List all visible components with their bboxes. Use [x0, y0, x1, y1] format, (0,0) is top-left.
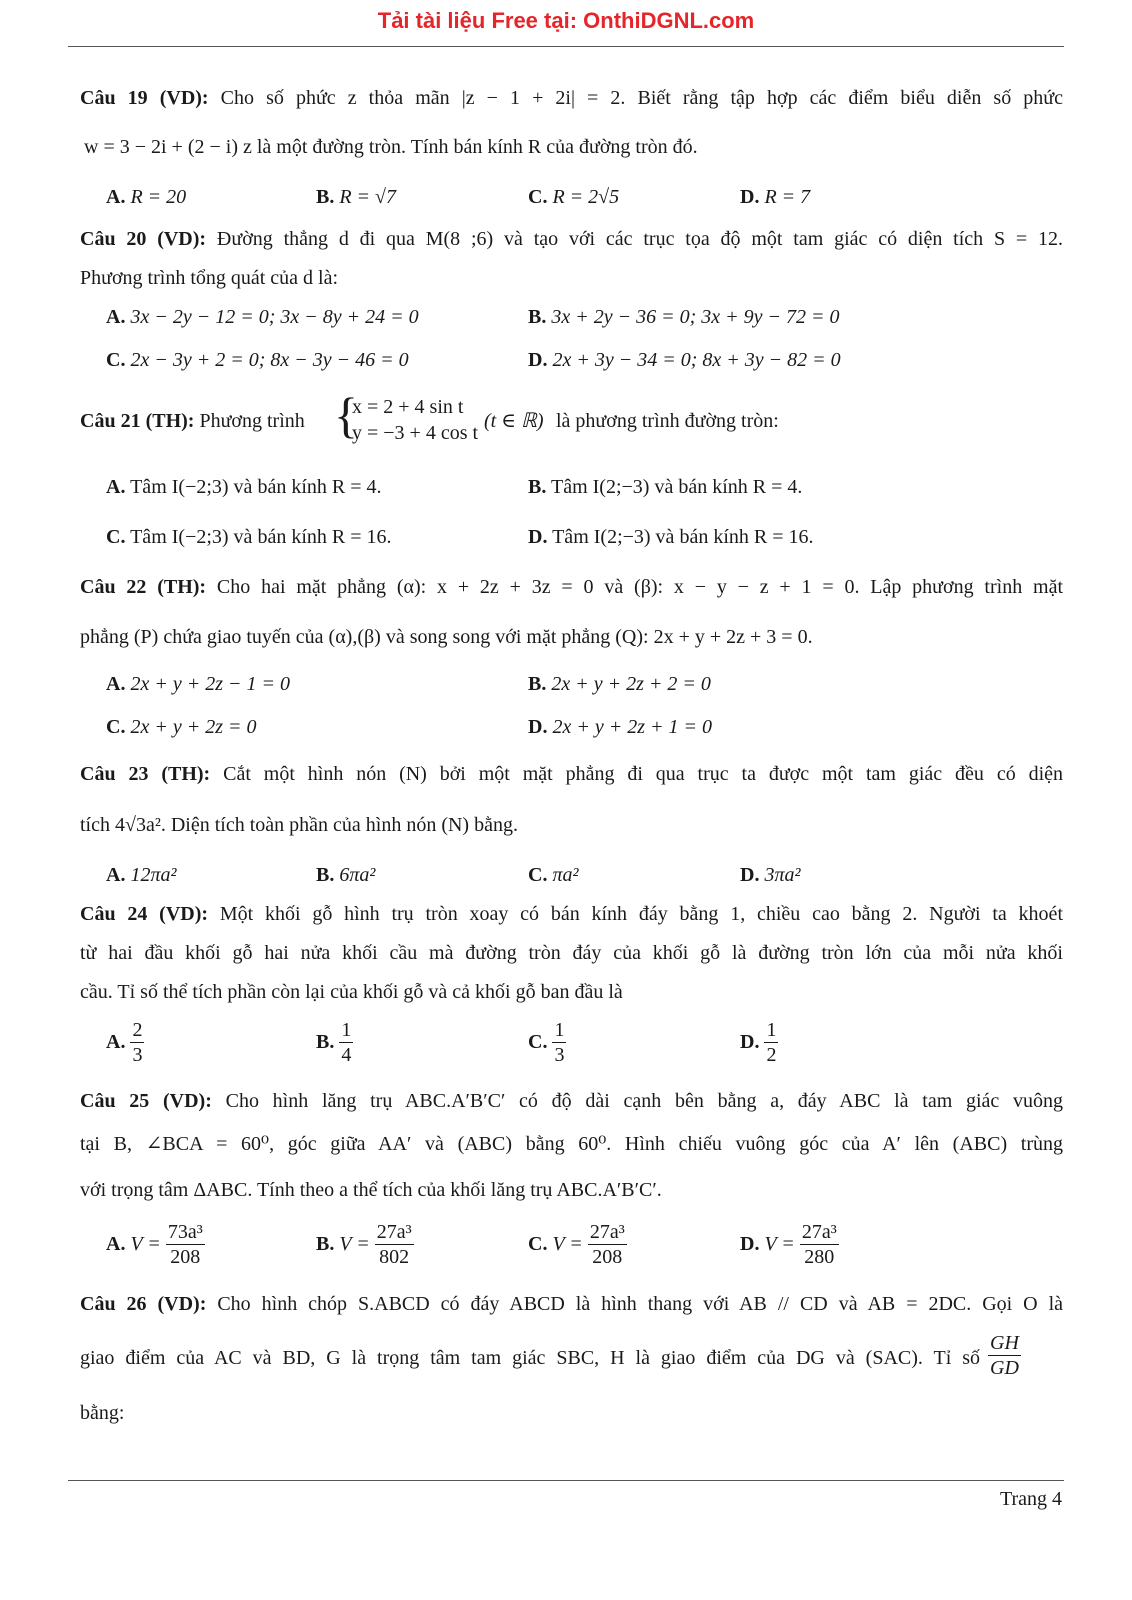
- q23-option-a[interactable]: A. 12πa²: [106, 864, 177, 886]
- q19-line1: Câu 19 (VD): Cho số phức z thỏa mãn |z − 1 + 2i| = 2. Biết rằng tập hợp các điểm biểu diễn số phức: [80, 87, 1064, 109]
- q25-line3: với trọng tâm ΔABC. Tính theo a thể tích của khối lăng trụ ABC.A′B′C′.: [80, 1179, 662, 1201]
- q19-option-d[interactable]: D. R = 7: [740, 186, 811, 208]
- q21-param: (t ∈ ℝ): [484, 410, 544, 432]
- q24-option-a[interactable]: A. $\frac{2}{3}$: [106, 1019, 143, 1066]
- q21-option-b[interactable]: B. Tâm I(2;−3) và bán kính R = 4.: [528, 476, 803, 498]
- site-banner[interactable]: Tải tài liệu Free tại: OnthiDGNL.com: [377, 8, 755, 33]
- q25-label: Câu 25 (VD):: [80, 1090, 212, 1112]
- q20-option-d[interactable]: D. 2x + 3y − 34 = 0; 8x + 3y − 82 = 0: [528, 349, 841, 371]
- q20-option-b[interactable]: B. 3x + 2y − 36 = 0; 3x + 9y − 72 = 0: [528, 306, 840, 328]
- q20-option-a[interactable]: A. 3x − 2y − 12 = 0; 3x − 8y + 24 = 0: [106, 306, 419, 328]
- q23-option-d[interactable]: D. 3πa²: [740, 864, 801, 886]
- q24-option-b[interactable]: B. $\frac{1}{4}$: [316, 1019, 352, 1066]
- q20-line1: Câu 20 (VD): Đường thẳng d đi qua M(8 ;6) và tạo với các trục tọa độ một tam giác có diện tích S = 12.: [80, 228, 1064, 250]
- q21-label: Câu 21 (TH):: [80, 410, 195, 432]
- q26-line3: bằng:: [80, 1402, 125, 1424]
- q26-line2: giao điểm của AC và BD, G là trọng tâm tam giác SBC, H là giao điểm của DG và (SAC). Tỉ số: [80, 1347, 980, 1369]
- q20-option-c[interactable]: C. 2x − 3y + 2 = 0; 8x − 3y − 46 = 0: [106, 349, 409, 371]
- q22-option-a[interactable]: A. 2x + y + 2z − 1 = 0: [106, 673, 290, 695]
- q22-line2: phẳng (P) chứa giao tuyến của (α),(β) và song song với mặt phẳng (Q): 2x + y + 2z + 3 = 0.: [80, 626, 813, 648]
- q24-option-c[interactable]: C. $\frac{1}{3}$: [528, 1019, 565, 1066]
- q19-option-c[interactable]: C. R = 2√5: [528, 186, 620, 208]
- footer-rule: [68, 1480, 1064, 1481]
- q24-option-d[interactable]: D. $\frac{1}{2}$: [740, 1019, 777, 1066]
- page-number: Trang 4: [999, 1488, 1062, 1510]
- q22-label: Câu 22 (TH):: [80, 576, 207, 598]
- q26-line1: Câu 26 (VD): Cho hình chóp S.ABCD có đáy ABCD là hình thang với AB // CD và AB = 2DC. Gọi O là: [80, 1293, 1064, 1315]
- q23-label: Câu 23 (TH):: [80, 763, 211, 785]
- q24-line3: cầu. Tỉ số thể tích phần còn lại của khối gỗ và cả khối gỗ ban đầu là: [80, 981, 623, 1003]
- q22-line1: Câu 22 (TH): Cho hai mặt phẳng (α): x + 2z + 3z = 0 và (β): x − y − z + 1 = 0. Lập phương trình mặt: [80, 576, 1064, 598]
- q24-line2: từ hai đầu khối gỗ hai nửa khối cầu mà đường tròn đáy của khối gỗ là đường tròn lớn của mỗi nửa khối: [80, 942, 1063, 964]
- q20-line2: Phương trình tổng quát của d là:: [80, 267, 339, 289]
- q21-option-d[interactable]: D. Tâm I(2;−3) và bán kính R = 16.: [528, 526, 814, 548]
- q19-option-b[interactable]: B. R = √7: [316, 186, 397, 208]
- q23-option-b[interactable]: B. 6πa²: [316, 864, 376, 886]
- q21-system: [352, 394, 478, 446]
- q23-option-c[interactable]: C. πa²: [528, 864, 579, 886]
- q25-option-a[interactable]: A. V = $\frac{\text{73a³}}{208}$: [106, 1221, 203, 1268]
- header-rule: [68, 46, 1064, 47]
- q24-line1: Câu 24 (VD): Một khối gỗ hình trụ tròn xoay có bán kính đáy bằng 1, chiều cao bằng 2. Người ta khoét: [80, 903, 1063, 925]
- q25-option-d[interactable]: D. V = $\frac{\text{27a³}}{280}$: [740, 1221, 837, 1268]
- q25-option-c[interactable]: C. V = $\frac{\text{27a³}}{208}$: [528, 1221, 625, 1268]
- q21-intro: Câu 21 (TH): Phương trình: [80, 410, 305, 432]
- q22-option-c[interactable]: C. 2x + y + 2z = 0: [106, 716, 257, 738]
- q20-label: Câu 20 (VD):: [80, 228, 207, 250]
- q24-label: Câu 24 (VD):: [80, 903, 209, 925]
- q25-option-b[interactable]: B. V = $\frac{\text{27a³}}{802}$: [316, 1221, 412, 1268]
- q23-line1: Câu 23 (TH): Cắt một hình nón (N) bởi một mặt phẳng đi qua trục ta được một tam giác đều có diện: [80, 763, 1064, 785]
- q19-line2: w = 3 − 2i + (2 − i) z là một đường tròn. Tính bán kính R của đường tròn đó.: [84, 136, 698, 158]
- q26-ratio: $\frac{GH}{GD}$: [990, 1332, 1019, 1379]
- q21-option-c[interactable]: C. Tâm I(−2;3) và bán kính R = 16.: [106, 526, 392, 548]
- q21-system-eq2: y = −3 + 4 cos t: [352, 422, 479, 444]
- q21-system-eq1: x = 2 + 4 sin t: [352, 396, 464, 418]
- q21-post: là phương trình đường tròn:: [556, 410, 779, 432]
- q23-line2: tích 4√3a². Diện tích toàn phần của hình nón (N) bằng.: [80, 814, 518, 836]
- q22-option-b[interactable]: B. 2x + y + 2z + 2 = 0: [528, 673, 711, 695]
- q26-label: Câu 26 (VD):: [80, 1293, 207, 1315]
- q22-option-d[interactable]: D. 2x + y + 2z + 1 = 0: [528, 716, 712, 738]
- q25-line2: tại B, ∠BCA = 60⁰, góc giữa AA′ và (ABC) bằng 60⁰. Hình chiếu vuông góc của A′ lên (ABC) trùng: [80, 1133, 1063, 1155]
- q21-option-a[interactable]: A. Tâm I(−2;3) và bán kính R = 4.: [106, 476, 382, 498]
- q19-label: Câu 19 (VD):: [80, 87, 209, 109]
- q19-option-a[interactable]: A. R = 20: [106, 186, 187, 208]
- system-brace-icon: {: [334, 387, 358, 443]
- q25-line1: Câu 25 (VD): Cho hình lăng trụ ABC.A′B′C′ có độ dài cạnh bên bằng a, đáy ABC là tam giác vuông: [80, 1090, 1064, 1112]
